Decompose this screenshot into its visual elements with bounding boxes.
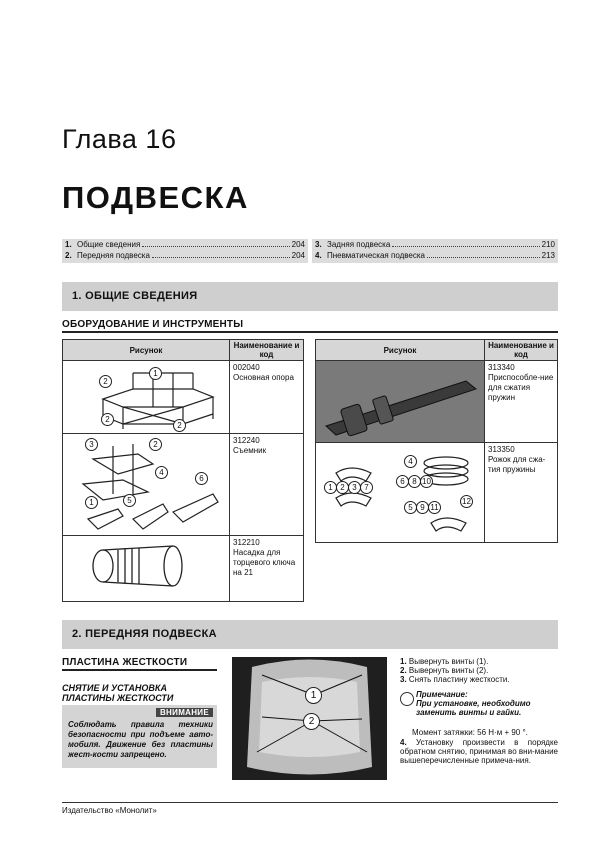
chapter-label: Глава 16 [62, 124, 177, 154]
callout-5: 5 [123, 494, 136, 507]
tool-code: 313340 [488, 363, 515, 372]
tool-name: Рожок для сжа-тия пружины [488, 455, 546, 474]
steps-list [400, 657, 558, 684]
warning-box [62, 705, 217, 768]
photo-callout-2: 2 [303, 713, 320, 730]
toc-left [62, 239, 308, 263]
callout-2: 2 [99, 375, 112, 388]
tool-code: 002040 [233, 363, 260, 372]
callout-2: 2 [149, 438, 162, 451]
toc-item[interactable]: 1. Общие сведения 204 [65, 240, 305, 249]
note-hand-icon [400, 692, 414, 706]
col-header-picture: Рисунок [316, 340, 485, 361]
tool-code: 313350 [488, 445, 515, 454]
warning-tag: ВНИМАНИЕ [156, 708, 213, 717]
section-title: 2. ПЕРЕДНЯЯ ПОДВЕСКА [72, 628, 217, 640]
tool-code: 312210 [233, 538, 260, 547]
callout-4: 4 [404, 455, 417, 468]
callout-1: 1 [324, 481, 337, 494]
section-title: 1. ОБЩИЕ СВЕДЕНИЯ [72, 290, 198, 302]
plate-heading: ПЛАСТИНА ЖЕСТКОСТИ [62, 657, 188, 668]
section-band-general [62, 282, 558, 311]
callout-1: 1 [85, 496, 98, 509]
col-header-name: Наименование и код [485, 340, 558, 361]
tool-name: Съемник [233, 446, 267, 455]
col-header-picture: Рисунок [63, 340, 230, 361]
callout-6: 6 [396, 475, 409, 488]
toc-right [312, 239, 558, 263]
callout-7: 7 [360, 481, 373, 494]
step-item: 2. Вывернуть винты (2). [400, 666, 489, 675]
note-text: При установке, необходимо заменить винты и гайки. [416, 699, 531, 717]
callout-2: 2 [101, 413, 114, 426]
col-header-name: Наименование и код [230, 340, 304, 361]
puller-drawing [63, 434, 229, 535]
stiffening-plate-photo [232, 657, 387, 780]
publisher-footer: Издательство «Монолит» [62, 806, 157, 815]
callout-6: 6 [195, 472, 208, 485]
socket-adapter-drawing [63, 536, 229, 601]
callout-5: 5 [404, 501, 417, 514]
toc-item[interactable]: 2. Передняя подвеска 204 [65, 251, 305, 260]
callout-11: 11 [428, 501, 441, 514]
tool-name: Основная опора [233, 373, 294, 382]
spring-compressor-photo [316, 361, 484, 442]
torque-spec: Момент затяжки: 56 Н·м + 90 °. [412, 728, 528, 737]
warning-text: Соблюдать правила техники безопасности при подъеме авто-мобиля. Движение без пластины жест-кости запрещено. [68, 720, 213, 759]
callout-4: 4 [155, 466, 168, 479]
spring-fork-drawing [316, 443, 484, 542]
footer-rule [62, 802, 558, 803]
support-stand-drawing [63, 361, 229, 433]
photo-callout-1: 1 [305, 687, 322, 704]
heading-rule [62, 669, 217, 671]
equipment-heading: ОБОРУДОВАНИЕ И ИНСТРУМЕНТЫ [62, 319, 244, 330]
section-band-front-suspension [62, 620, 558, 649]
callout-3: 3 [85, 438, 98, 451]
tools-table-left [62, 339, 304, 602]
removal-heading: СНЯТИЕ И УСТАНОВКА ПЛАСТИНЫ ЖЕСТКОСТИ [62, 683, 174, 703]
step-item: 1. Вывернуть винты (1). [400, 657, 489, 666]
toc-item[interactable]: 4. Пневматическая подвеска 213 [315, 251, 555, 260]
callout-9: 9 [416, 501, 429, 514]
callout-8: 8 [408, 475, 421, 488]
callout-12: 12 [460, 495, 473, 508]
note-label: Примечание: [416, 690, 468, 699]
tool-code: 312240 [233, 436, 260, 445]
callout-3: 3 [348, 481, 361, 494]
tool-name: Приспособле-ние для сжатия пружин [488, 373, 554, 402]
tool-name: Насадка для торцевого ключа на 21 [233, 548, 296, 577]
toc-item[interactable]: 3. Задняя подвеска 210 [315, 240, 555, 249]
callout-2: 2 [336, 481, 349, 494]
heading-rule [62, 331, 558, 333]
page-title: ПОДВЕСКА [62, 180, 249, 215]
step-item: 4. Установку произвести в порядке обратном снятию, принимая во вни-мание вышеперечисленные примеча-ния. [400, 738, 558, 765]
callout-10: 10 [420, 475, 433, 488]
tools-table-right [315, 339, 558, 543]
callout-2: 2 [173, 419, 186, 432]
step-item: 3. Снять пластину жесткости. [400, 675, 510, 684]
callout-1: 1 [149, 367, 162, 380]
